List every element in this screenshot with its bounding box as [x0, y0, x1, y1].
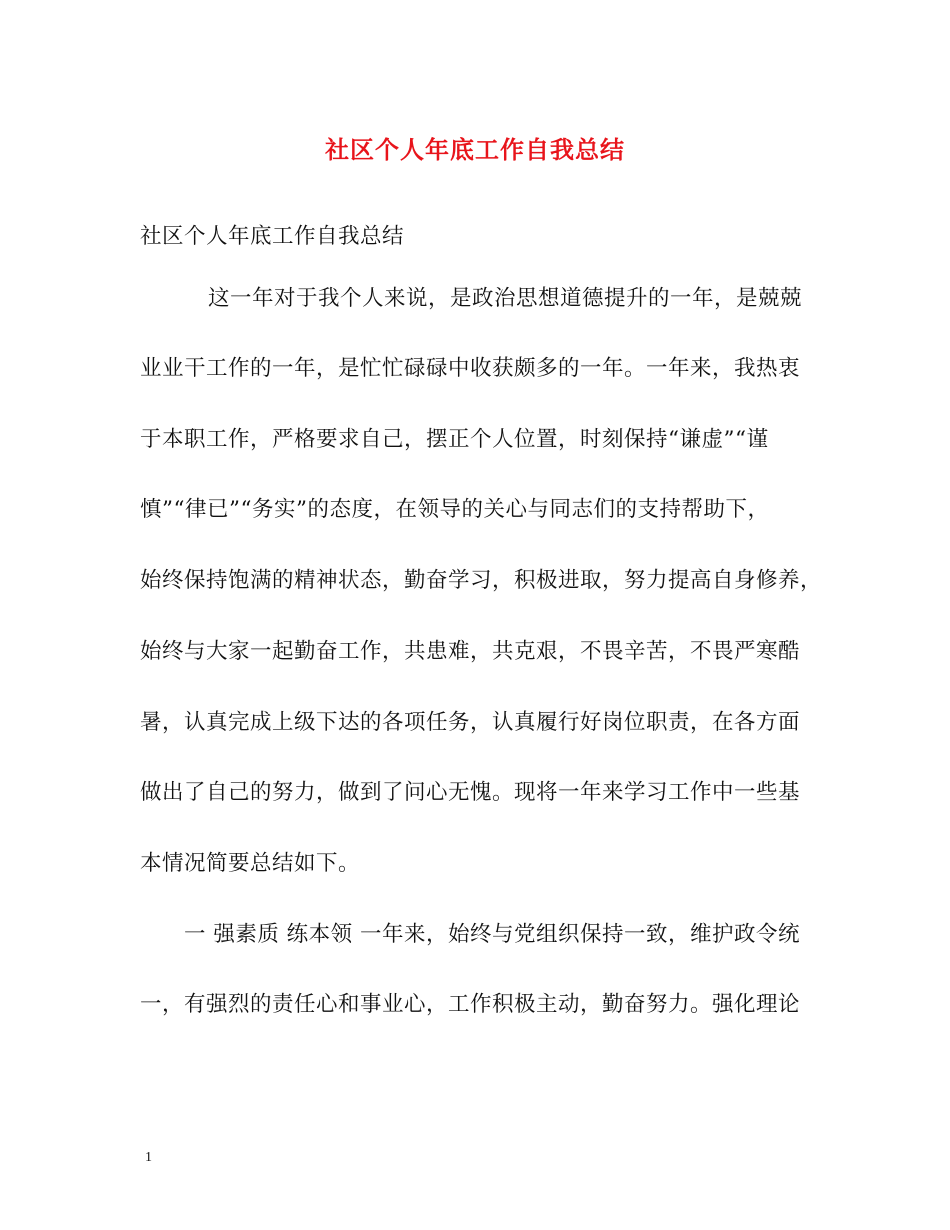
- page-number: 1: [145, 1150, 152, 1165]
- body-line-11: 一，有强烈的责任心和事业心，工作积极主动，勤奋努力。强化理论: [140, 992, 801, 1017]
- body-line-7: 暑，认真完成上级下达的各项任务，认真履行好岗位职责，在各方面: [140, 710, 801, 735]
- body-line-3: 于本职工作，严格要求自己，摆正个人位置，时刻保持“谦虚”“谨: [140, 427, 769, 452]
- body-line-4: 慎”“律已”“务实”的态度，在领导的关心与同志们的支持帮助下，: [140, 497, 770, 522]
- body-line-10: 一 强素质 练本领 一年来，始终与党组织保持一致，维护政令统: [162, 922, 801, 947]
- body-line-1: 这一年对于我个人来说，是政治思想道德提升的一年，是兢兢: [164, 286, 803, 311]
- document-subtitle: 社区个人年底工作自我总结: [140, 224, 405, 249]
- body-line-2: 业业干工作的一年，是忙忙碌碌中收获颇多的一年。一年来，我热衷: [140, 356, 801, 381]
- body-line-8: 做出了自己的努力，做到了问心无愧。现将一年来学习工作中一些基: [140, 780, 801, 805]
- body-line-9: 本情况简要总结如下。: [140, 851, 361, 876]
- document-title: 社区个人年底工作自我总结: [325, 135, 625, 164]
- body-line-6: 始终与大家一起勤奋工作，共患难，共克艰，不畏辛苦，不畏严寒酷: [140, 639, 801, 664]
- body-line-5: 始终保持饱满的精神状态，勤奋学习，积极进取，努力提高自身修养，: [140, 568, 823, 593]
